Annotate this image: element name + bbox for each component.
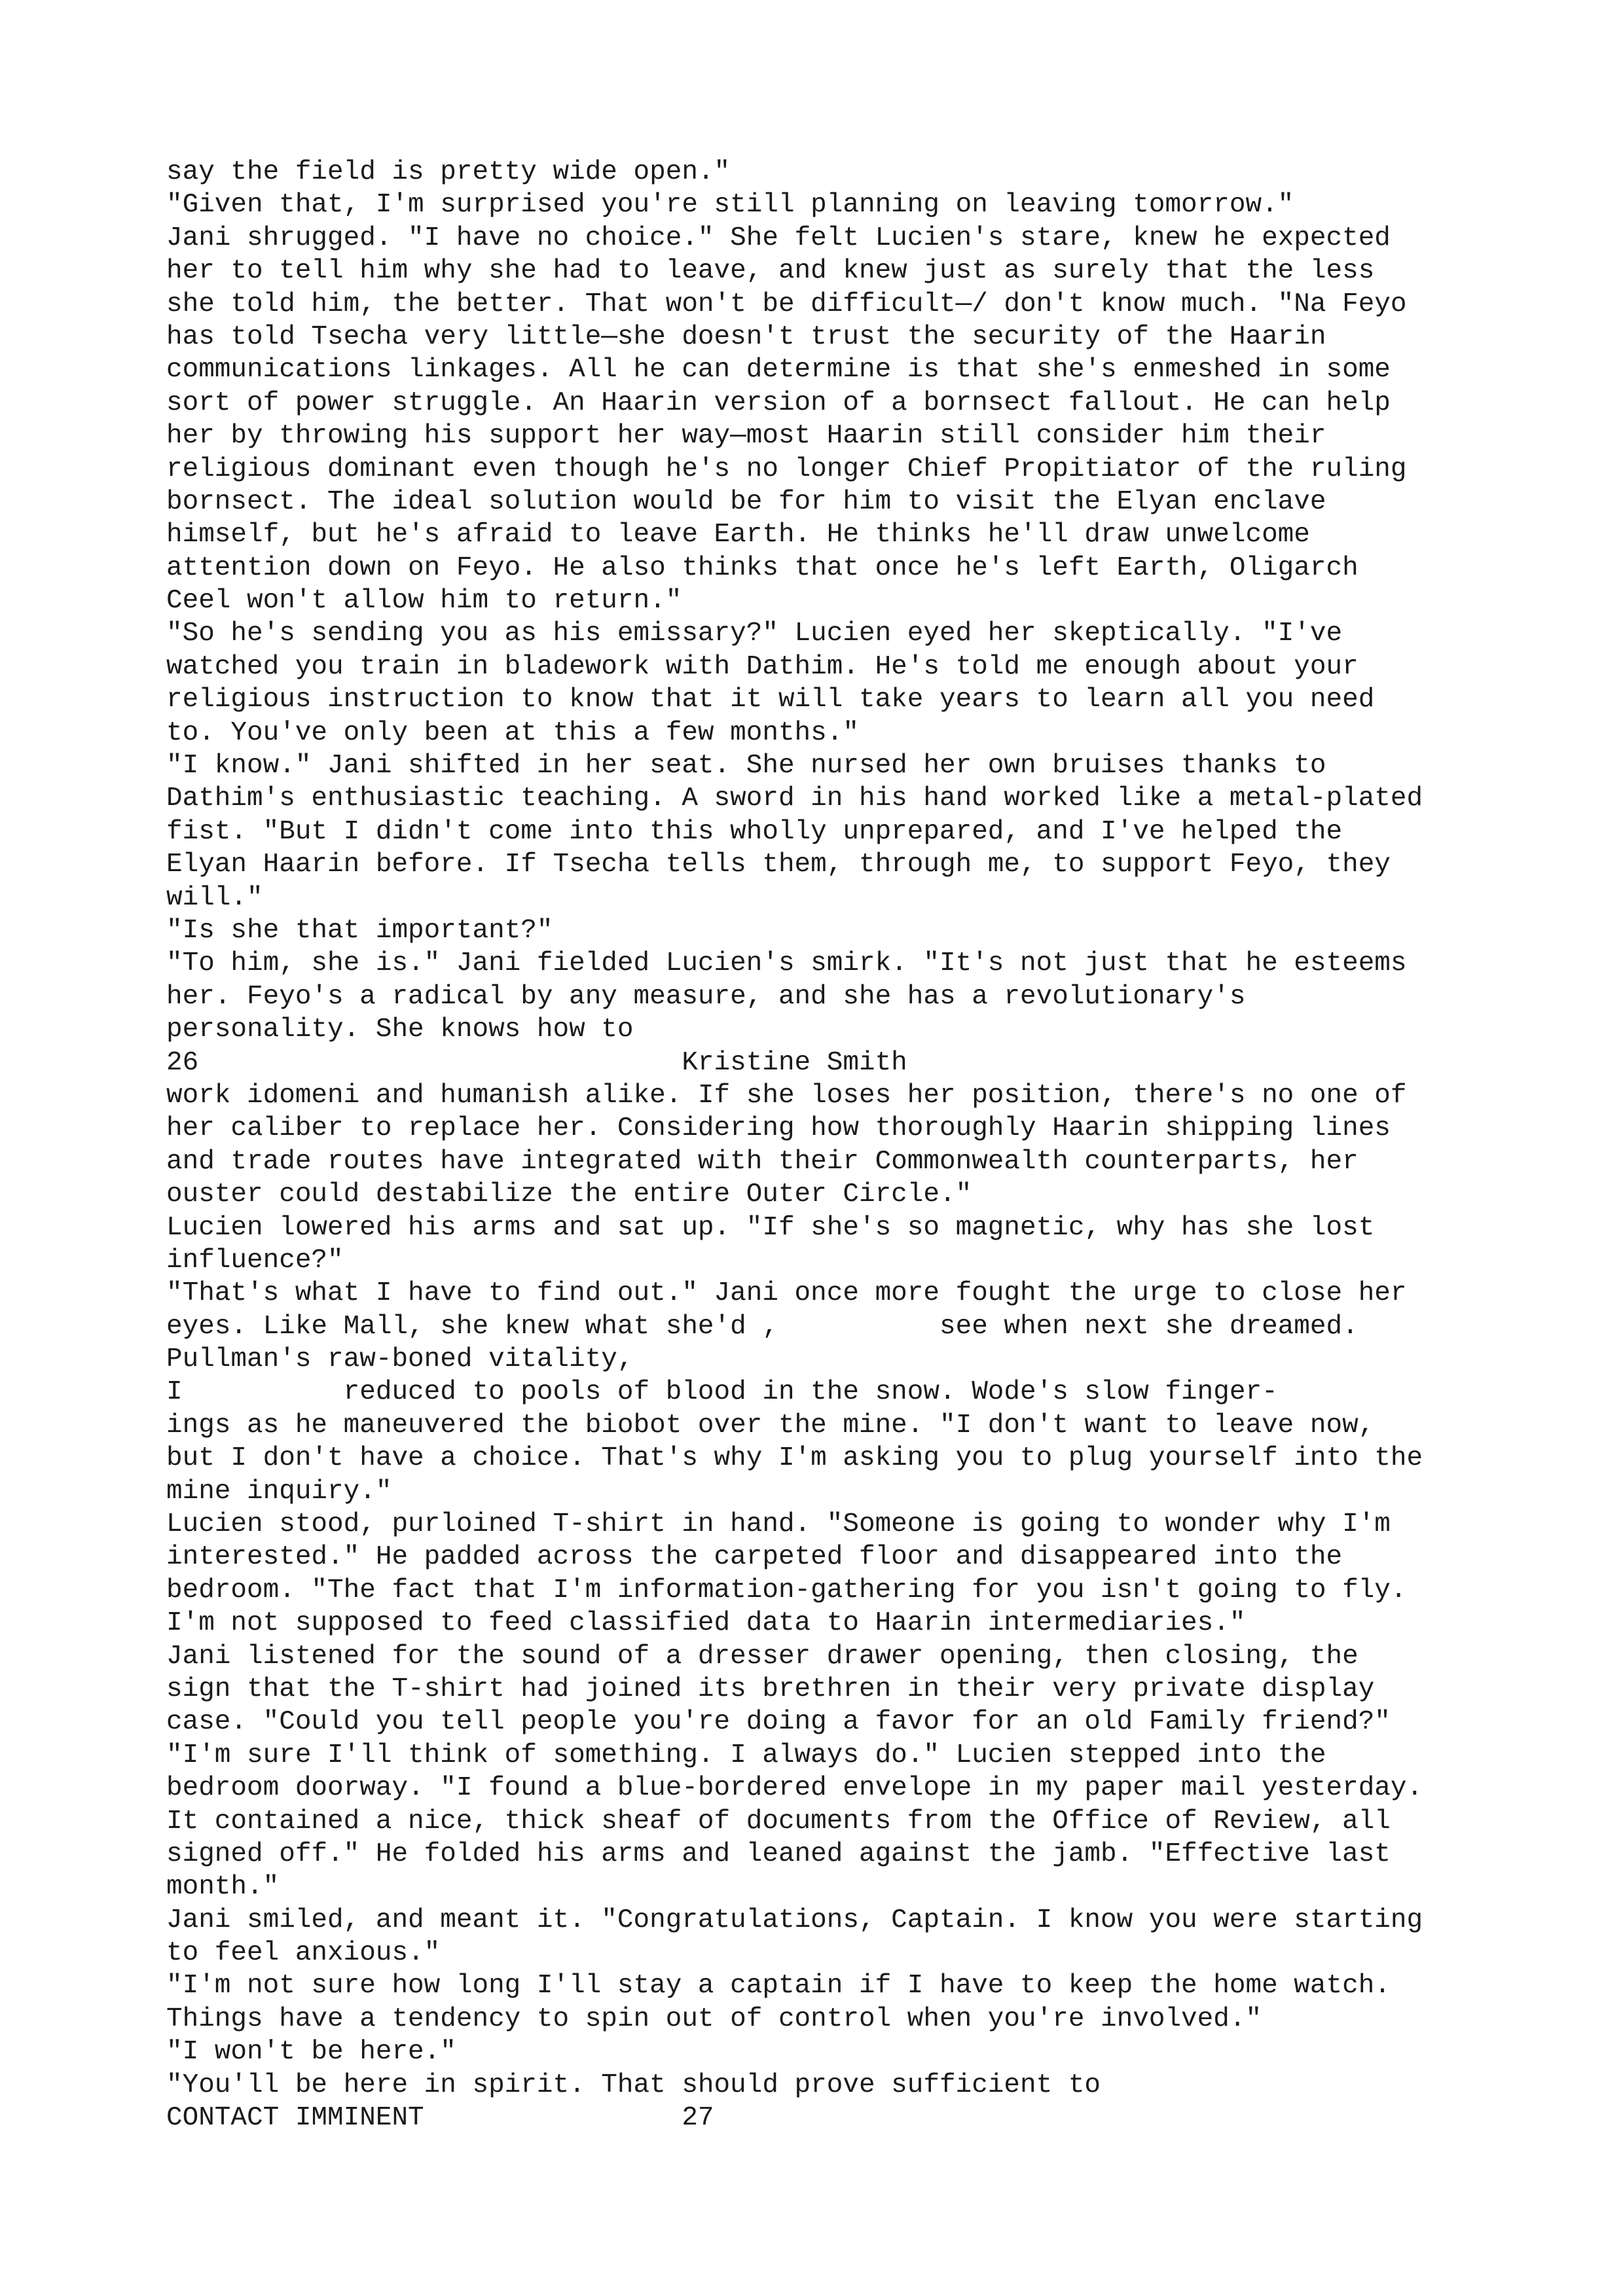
text-line: her. Feyo's a radical by any measure, and she has a revolutionary's <box>166 981 1246 1012</box>
text-line: her caliber to replace her. Considering how thoroughly Haarin shipping lines <box>166 1113 1391 1144</box>
text-line: her to tell him why she had to leave, and knew just as surely that the less <box>166 256 1375 287</box>
text-line: "To him, she is." Jani fielded Lucien's smirk. "It's not just that he esteems <box>166 948 1407 979</box>
text-line: signed off." He folded his arms and leaned against the jamb. "Effective last <box>166 1839 1391 1869</box>
text-line: sort of power struggle. An Haarin version of a bornsect fallout. He can help <box>166 387 1391 418</box>
text-line: to. You've only been at this a few months." <box>166 717 859 748</box>
text-line: Jani smiled, and meant it. "Congratulations, Captain. I know you were starting <box>166 1905 1423 1935</box>
text-line: she told him, the better. That won't be difficult—/ don't know much. "Na Feyo <box>166 289 1407 319</box>
text-line: interested." He padded across the carpeted floor and disappeared into the <box>166 1542 1343 1573</box>
text-line: bedroom doorway. "I found a blue-bordered envelope in my paper mail yesterday. <box>166 1773 1423 1804</box>
text-line: "Is she that important?" <box>166 915 553 946</box>
text-line: and trade routes have integrated with their Commonwealth counterparts, her <box>166 1146 1359 1177</box>
text-line: I'm not supposed to feed classified data to Haarin intermediaries." <box>166 1608 1246 1639</box>
text-line: religious dominant even though he's no longer Chief Propitiator of the ruling <box>166 454 1407 484</box>
text-line: bornsect. The ideal solution would be for him to visit the Elyan enclave <box>166 486 1326 517</box>
text-line: work idomeni and humanish alike. If she loses her position, there's no one of <box>166 1080 1407 1111</box>
text-line: fist. "But I didn't come into this wholly unprepared, and I've helped the <box>166 816 1343 847</box>
text-line: Things have a tendency to spin out of control when you're involved." <box>166 2003 1262 2034</box>
text-line: It contained a nice, thick sheaf of documents from the Office of Review, all <box>166 1806 1391 1837</box>
text-line: to feel anxious." <box>166 1938 441 1969</box>
text-line: sign that the T-shirt had joined its brethren in their very private display <box>166 1674 1375 1704</box>
text-line: 26 Kristine Smith <box>166 1047 907 1078</box>
text-line: "I'm sure I'll think of something. I always do." Lucien stepped into the <box>166 1740 1326 1770</box>
text-line: I reduced to pools of blood in the snow. Wode's slow finger- <box>166 1377 1278 1408</box>
text-line: CONTACT IMMINENT 27 <box>166 2103 714 2134</box>
text-line: case. "Could you tell people you're doing a favor for an old Family friend?" <box>166 1707 1391 1738</box>
text-line: month." <box>166 1872 280 1903</box>
text-line: Ceel won't allow him to return." <box>166 586 682 617</box>
text-line: influence?" <box>166 1245 344 1276</box>
text-line: eyes. Like Mall, she knew what she'd , see when next she dreamed. <box>166 1311 1359 1342</box>
text-line: Dathim's enthusiastic teaching. A sword in his hand worked like a metal-plated <box>166 783 1423 814</box>
text-line: say the field is pretty wide open." <box>166 157 731 187</box>
text-line: ings as he maneuvered the biobot over the mine. "I don't want to leave now, <box>166 1410 1375 1441</box>
text-line: attention down on Feyo. He also thinks that once he's left Earth, Oligarch <box>166 552 1359 583</box>
text-line: Elyan Haarin before. If Tsecha tells them, through me, to support Feyo, they <box>166 850 1391 880</box>
text-line: watched you train in bladework with Dathim. He's told me enough about your <box>166 651 1359 682</box>
text-line: communications linkages. All he can determine is that she's enmeshed in some <box>166 355 1391 386</box>
text-line: Pullman's raw-boned vitality, <box>166 1344 634 1375</box>
text-line: Lucien stood, purloined T-shirt in hand. "Someone is going to wonder why I'm <box>166 1509 1391 1540</box>
text-line: "Given that, I'm surprised you're still planning on leaving tomorrow." <box>166 190 1294 221</box>
text-line: religious instruction to know that it will take years to learn all you need <box>166 685 1375 715</box>
text-line: personality. She knows how to <box>166 1014 634 1045</box>
text-line: "That's what I have to find out." Jani once more fought the urge to close her <box>166 1278 1407 1309</box>
text-line: ouster could destabilize the entire Outer Circle." <box>166 1179 972 1210</box>
text-line: Jani listened for the sound of a dresser drawer opening, then closing, the <box>166 1641 1359 1672</box>
text-line: has told Tsecha very little—she doesn't trust the security of the Haarin <box>166 321 1326 352</box>
text-line: "I won't be here." <box>166 2037 456 2068</box>
text-line: "I know." Jani shifted in her seat. She nursed her own bruises thanks to <box>166 751 1326 781</box>
text-line: her by throwing his support her way—most Haarin still consider him their <box>166 421 1326 452</box>
page-text <box>166 156 1476 2134</box>
text-line: "So he's sending you as his emissary?" Lucien eyed her skeptically. "I've <box>166 619 1343 649</box>
text-line: mine inquiry." <box>166 1476 392 1507</box>
text-line: himself, but he's afraid to leave Earth. He thinks he'll draw unwelcome <box>166 520 1310 550</box>
text-line: but I don't have a choice. That's why I'm asking you to plug yourself into the <box>166 1443 1423 1474</box>
text-line: Lucien lowered his arms and sat up. "If she's so magnetic, why has she lost <box>166 1212 1375 1243</box>
text-line: bedroom. "The fact that I'm information-gathering for you isn't going to fly. <box>166 1575 1407 1605</box>
text-line: will." <box>166 882 263 913</box>
text-line: Jani shrugged. "I have no choice." She felt Lucien's stare, knew he expected <box>166 223 1391 253</box>
text-line: "You'll be here in spirit. That should prove sufficient to <box>166 2070 1101 2100</box>
text-line: "I'm not sure how long I'll stay a captain if I have to keep the home watch. <box>166 1971 1391 2001</box>
